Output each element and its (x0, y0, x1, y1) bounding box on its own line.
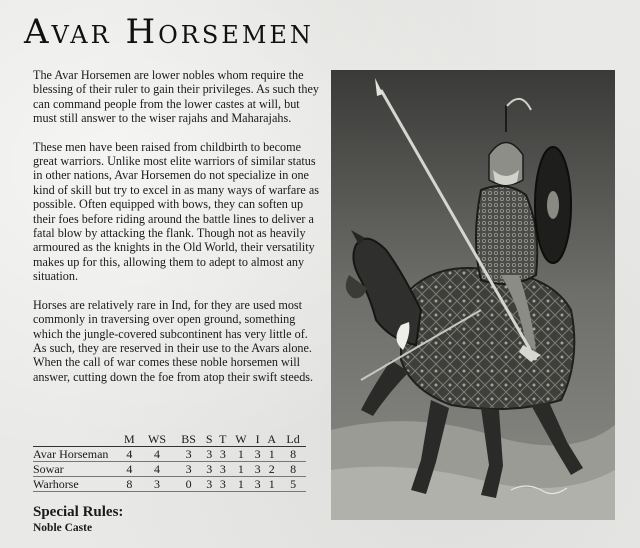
stat-value: 3 (174, 462, 202, 477)
stat-value: 5 (280, 477, 306, 492)
stat-header-t: T (216, 432, 230, 447)
horseman-illustration (331, 70, 615, 520)
stat-value: 4 (119, 462, 140, 477)
stat-value: 8 (280, 447, 306, 462)
stat-value: 1 (230, 447, 252, 462)
stat-value: 3 (140, 477, 175, 492)
stat-value: 2 (263, 462, 280, 477)
stat-value: 0 (174, 477, 202, 492)
stat-value: 8 (119, 477, 140, 492)
stat-value: 3 (216, 462, 230, 477)
stat-header-row (33, 432, 306, 447)
stat-row-name: Avar Horseman (33, 447, 119, 462)
stat-value: 4 (140, 447, 175, 462)
stat-header-w: W (230, 432, 252, 447)
stat-value: 4 (119, 447, 140, 462)
stat-value: 1 (263, 477, 280, 492)
table-row (33, 477, 306, 492)
paragraph-horses: Horses are relatively rare in Ind, for they are used most commonly in traversing over open ground, something which the jungle-covered subcontinent has very little of. As such, they are reserved in their use to the Avars alone. When the call of war comes these noble horsemen will answer, cutting down the foe from atop their swift steeds. (33, 297, 314, 384)
stat-header-blank (33, 432, 119, 447)
stat-value: 3 (203, 477, 216, 492)
stat-value: 3 (203, 447, 216, 462)
stat-header-bs: BS (174, 432, 202, 447)
stat-header-a: A (263, 432, 280, 447)
stat-header-m: M (119, 432, 140, 447)
stat-value: 3 (252, 462, 264, 477)
stat-table (33, 432, 306, 492)
stat-row-name: Warhorse (33, 477, 119, 492)
stat-value: 3 (252, 447, 264, 462)
stat-header-s: S (203, 432, 216, 447)
stat-value: 1 (230, 477, 252, 492)
stat-value: 3 (203, 462, 216, 477)
paragraph-intro: The Avar Horsemen are lower nobles whom require the blessing of their ruler to gain their privileges. As such they can command people from the lower castes at will, but must still answer to the wiser rajahs and Maharajahs. (33, 68, 320, 126)
stat-value: 3 (216, 477, 230, 492)
special-rules-heading: Special Rules: (33, 504, 124, 520)
stat-value: 8 (280, 462, 306, 477)
stat-header-i: I (252, 432, 264, 447)
table-row (33, 462, 306, 477)
stat-value: 4 (140, 462, 175, 477)
page-title: Avar Horsemen (24, 12, 314, 52)
stat-value: 3 (252, 477, 264, 492)
special-rule-noble-caste: Noble Caste (33, 522, 93, 534)
stat-value: 1 (230, 462, 252, 477)
stat-value: 1 (263, 447, 280, 462)
horseman-artwork (331, 70, 615, 520)
stat-value: 3 (174, 447, 202, 462)
stat-row-name: Sowar (33, 462, 119, 477)
table-row (33, 447, 306, 462)
stat-value: 3 (216, 447, 230, 462)
stat-header-ws: WS (140, 432, 175, 447)
body-text (33, 68, 323, 398)
stat-header-ld: Ld (280, 432, 306, 447)
paragraph-warriors: These men have been raised from childbirth to become great warriors. Unlike most elite warriors of similar status in other nations, Avar Horsemen do not specialize in one kind of skill but try to excel in as many ways of warfare as possible. Often equipped with bows, they can soften up their foes before riding around the battle lines to deliver a fatal blow by attacking the flank. Though not as heavily armoured as the knights in the Old World, their versatility makes up for this, allowing them to adept to almost any situation. (33, 139, 319, 284)
